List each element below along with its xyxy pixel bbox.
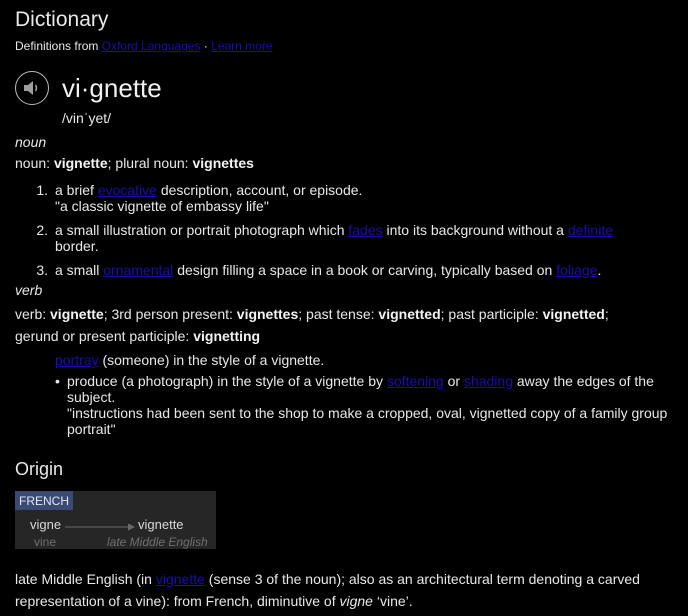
noun-form-singular: vignette <box>53 155 108 171</box>
pronunciation-play-button[interactable] <box>15 71 49 105</box>
sense-text-mid: into its background without a <box>386 222 564 238</box>
vignette-link[interactable]: vignette <box>155 571 205 587</box>
ornamental-link[interactable]: ornamental <box>103 262 174 278</box>
verb-sense-text-pre: produce (a photograph) in the style of a vignette by <box>67 373 383 389</box>
noun-forms-mid: ; plural noun: <box>107 155 189 171</box>
verb-forms-label: ; 3rd person present: <box>103 306 233 322</box>
verb-sense-1 <box>55 352 324 368</box>
verb-form-base: vignette <box>50 306 104 322</box>
sense-text-pre: a brief <box>55 182 94 198</box>
sense-example: "a classic vignette of embassy life" <box>55 198 269 214</box>
verb-forms-label: verb: <box>15 306 47 322</box>
etymology-diagram <box>15 491 216 549</box>
sense-text <box>55 222 645 254</box>
verb-sense-example: "instructions had been sent to the shop to make a cropped, oval, vignetted copy of a family group portrait" <box>67 405 668 437</box>
sense-number: 2. <box>36 222 48 238</box>
verb-form-3rd-person: vignettes <box>236 306 299 322</box>
definitions-from-label: Definitions from <box>15 39 99 53</box>
verb-forms-label: ; <box>604 306 609 322</box>
part-of-speech-verb: verb <box>15 282 43 298</box>
verb-forms-label: ; past participle: <box>440 306 539 322</box>
verb-form-past-participle: vignetted <box>542 306 605 322</box>
sense-text <box>55 182 645 214</box>
sense-text <box>55 262 645 278</box>
learn-more-link[interactable]: Learn more <box>211 39 273 53</box>
origin-text-italic: vigne <box>339 593 373 609</box>
definite-link[interactable]: definite <box>567 222 614 238</box>
softening-link[interactable]: softening <box>386 373 444 389</box>
bullet-icon: • <box>55 373 60 389</box>
separator-dot: · <box>203 39 208 53</box>
fades-link[interactable]: fades <box>348 222 383 238</box>
origin-heading: Origin <box>15 459 64 479</box>
oxford-languages-link[interactable]: Oxford Languages <box>101 39 201 53</box>
etymology-target-gloss: late Middle English <box>107 535 208 549</box>
verb-sense-text: (someone) in the style of a vignette. <box>102 352 325 368</box>
sense-text-post: description, account, or episode. <box>160 182 363 198</box>
sense-text-post: . <box>597 262 602 278</box>
shading-link[interactable]: shading <box>463 373 513 389</box>
verb-forms-label: gerund or present participle: <box>15 328 190 344</box>
noun-forms-prefix: noun: <box>15 155 51 171</box>
sense-text-post: border. <box>55 238 99 254</box>
verb-sense-text <box>67 373 677 437</box>
etymology-source-word: vigne <box>30 517 62 532</box>
portray-link[interactable]: portray <box>55 352 99 368</box>
verb-sense-text-post: away the edges of the subject. <box>67 373 654 405</box>
etymology-language-badge: FRENCH <box>15 491 73 510</box>
origin-text-mid: (sense 3 of the noun); also as an architectural term denoting a carved representation of a vine): from French, diminutive of <box>15 571 640 609</box>
noun-form-plural: vignettes <box>192 155 254 171</box>
etymology-target-word: vignette <box>138 517 184 532</box>
evocative-link[interactable]: evocative <box>97 182 157 198</box>
sense-text-pre: a small <box>55 262 100 278</box>
foliage-link[interactable]: foliage <box>556 262 598 278</box>
noun-forms <box>15 155 254 171</box>
verb-forms <box>15 303 675 347</box>
verb-forms-label: ; past tense: <box>298 306 375 322</box>
sense-number: 1. <box>36 182 48 198</box>
arrow-right-icon <box>65 523 135 531</box>
verb-sense-text-or: or <box>447 373 461 389</box>
dictionary-title: Dictionary <box>15 8 109 31</box>
headword: vi·gnette <box>62 73 162 103</box>
sense-text-pre: a small illustration or portrait photograph which <box>55 222 345 238</box>
pronunciation-text: /vinˈyet/ <box>62 110 112 126</box>
origin-text-post: ‘vine’. <box>376 593 413 609</box>
etymology-source-gloss: vine <box>34 535 57 549</box>
verb-form-gerund: vignetting <box>193 328 261 344</box>
origin-text-pre: late Middle English (in <box>15 571 152 587</box>
sense-number: 3. <box>36 262 48 278</box>
sense-text-mid: design filling a space in a book or carving, typically based on <box>177 262 553 278</box>
origin-text <box>15 568 675 612</box>
definitions-source <box>15 39 273 53</box>
part-of-speech-noun: noun <box>15 134 47 150</box>
speaker-icon <box>23 80 41 96</box>
verb-form-past-tense: vignetted <box>378 306 441 322</box>
